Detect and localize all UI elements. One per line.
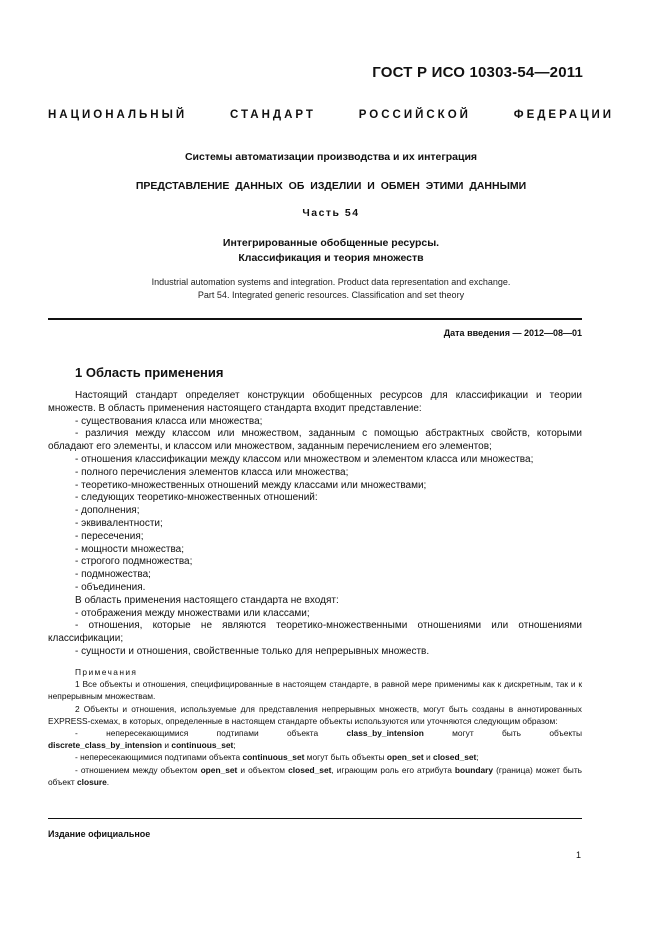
series-title: Системы автоматизации производства и их интеграция (184, 151, 478, 163)
note-text: могут быть объекты (452, 728, 583, 739)
note-line-b (48, 739, 582, 751)
english-title (48, 276, 614, 302)
entity-name: class_by_intension (346, 728, 424, 739)
note-text: ; (476, 752, 479, 763)
part-label: Часть 54 (302, 207, 360, 219)
document-number: ГОСТ Р ИСО 10303-54—2011 (372, 64, 583, 81)
main-title: ПРЕДСТАВЛЕНИЕ ДАННЫХ ОБ ИЗДЕЛИИ И ОБМЕН ЭТИМИ ДАННЫМИ (135, 180, 527, 192)
list-item: - существования класса или множества; (75, 415, 263, 427)
page-number: 1 (575, 850, 581, 860)
list-item: - отношения, которые не являются теоретико-множественными отношениями или отношениями классификации; (48, 620, 582, 645)
list-item: - сущности и отношения, свойственные только для непрерывных множеств. (75, 645, 430, 657)
list-item: - дополнения; (75, 505, 140, 517)
list-item: - теоретико-множественных отношений между классами или множествами; (75, 479, 427, 491)
national-standard-title: НАЦИОНАЛЬНЫЙ СТАНДАРТ РОССИЙСКОЙ ФЕДЕРАЦИИ (48, 109, 614, 121)
section-heading: 1 Область применения (75, 365, 224, 380)
list-item: - строгого подмножества; (75, 556, 193, 568)
note-text: ; (233, 740, 236, 751)
footer-divider (48, 818, 582, 819)
note-line-d (48, 764, 582, 788)
note-1: 1 Все объекты и отношения, специфицированные в настоящем стандарте, в равной мере применимы как к дискретным, так и к непрерывным множествам. (48, 679, 582, 702)
note-line-c (48, 751, 582, 763)
edition-label: Издание официальное (48, 829, 151, 839)
english-title-line-2: Part 54. Integrated generic resources. Classification and set theory (197, 290, 465, 300)
entity-name: open_set (200, 764, 238, 775)
entity-name: closure (77, 776, 107, 787)
note-text: - непересекающимися подтипами объекта (75, 728, 319, 739)
list-item: - следующих теоретико-множественных отношений: (75, 492, 318, 504)
part-title-line-2: Классификация и теория множеств (238, 252, 424, 264)
list-item: - различия между классом или множеством, заданным с помощью абстрактных свойств, которыми обладают его элементы, и классом или множеством, заданным перечислением его элементов; (48, 428, 582, 453)
note-text: могут быть объекты (306, 752, 385, 763)
list-item: - отношения классификации между классом или множеством и элементом класса или множества; (75, 453, 534, 465)
note-text: (граница) может быть объект (48, 764, 583, 787)
date-of-introduction: Дата введения — 2012—08—01 (443, 328, 582, 338)
list-item: - объединения. (75, 581, 146, 593)
notes-heading: Примечания (75, 667, 138, 677)
note-2: 2 Объекты и отношения, используемые для представления непрерывных множеств, могут быть созданы в аннотированных EXPRESS-схемах, в которых, определенные в настоящем стандарте объекты используются или уточняются следующим образом: (48, 703, 582, 726)
note-text: и (426, 752, 431, 763)
english-title-line-1: Industrial automation systems and integration. Product data representation and exchange. (151, 277, 511, 287)
note-line-a (48, 727, 582, 739)
entity-name: continuous_set (171, 740, 234, 751)
entity-name: discrete_class_by_intension (48, 740, 163, 751)
list-item: - пересечения; (75, 530, 144, 542)
note-text: и объектом (240, 764, 286, 775)
note-text: . (106, 776, 110, 787)
section-body (48, 390, 582, 659)
header-divider (48, 318, 582, 320)
list-item: - отображения между множествами или классами; (75, 607, 310, 619)
note-text: , играющим роль его атрибута (331, 764, 452, 775)
excluded-intro: В область применения настоящего стандарта не входят: (75, 594, 339, 606)
list-item: - эквивалентности; (75, 517, 163, 529)
note-text: - отношением между объектом (75, 764, 198, 775)
entity-name: continuous_set (242, 752, 305, 763)
entity-name: closed_set (288, 764, 332, 775)
part-title-line-1: Интегрированные обобщенные ресурсы. (222, 237, 440, 249)
note-text: и (164, 740, 170, 751)
list-item: - подмножества; (75, 569, 151, 581)
entity-name: boundary (454, 764, 494, 775)
part-title (48, 236, 614, 266)
entity-name: open_set (386, 752, 424, 763)
list-item: - мощности множества; (75, 543, 185, 555)
note-text: - непересекающимися подтипами объекта (75, 752, 241, 763)
scope-intro: Настоящий стандарт определяет конструкции обобщенных ресурсов для классификации и теории множеств. В область применения настоящего стандарта входит представление: (48, 390, 582, 414)
list-item: - полного перечисления элементов класса или множества; (75, 466, 349, 478)
entity-name: closed_set (433, 752, 477, 763)
notes (48, 666, 582, 788)
